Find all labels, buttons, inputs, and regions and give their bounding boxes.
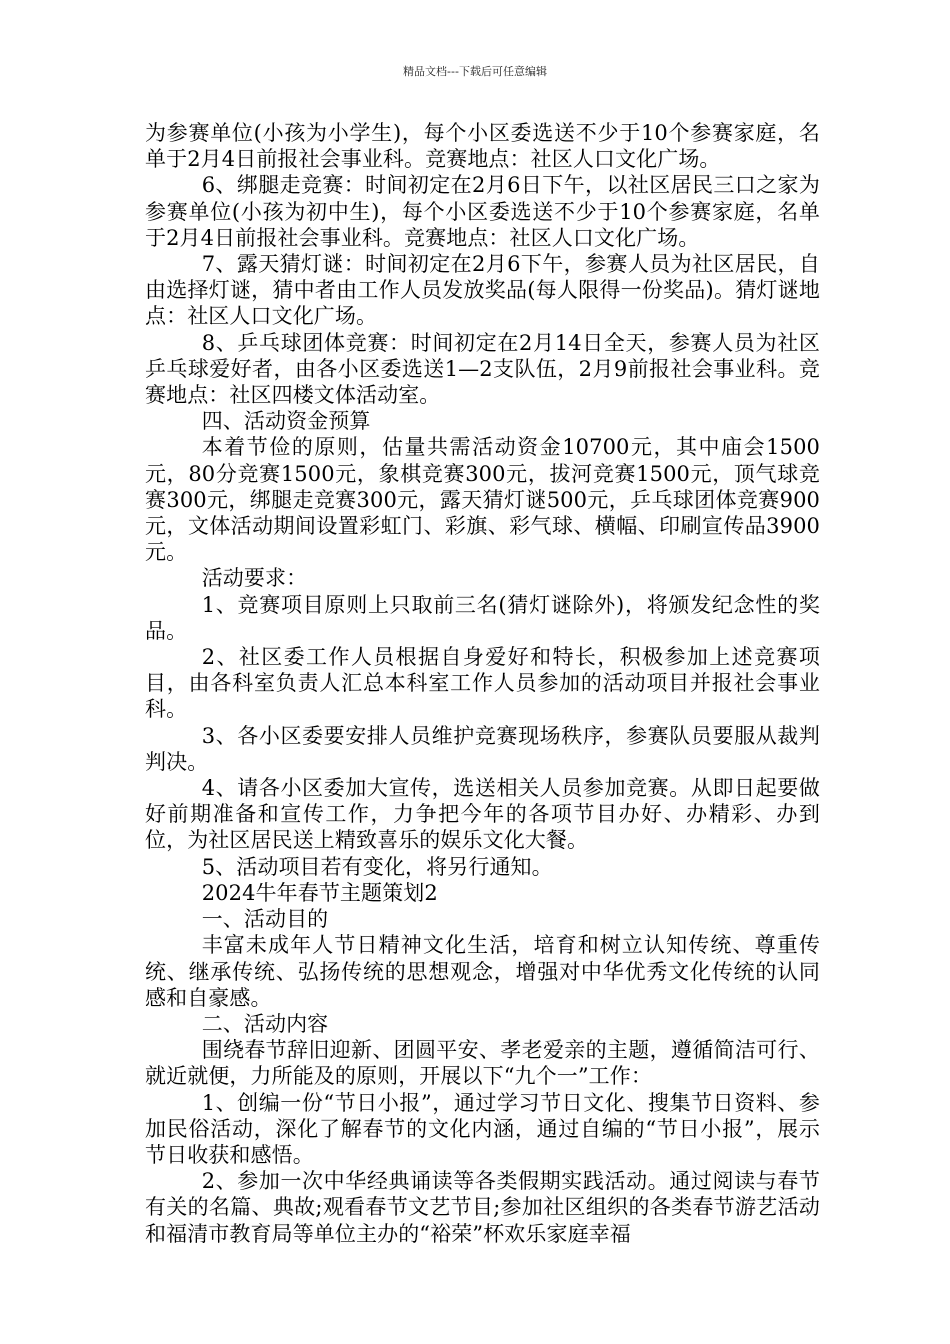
paragraph-item-7: 7、露天猜灯谜：时间初定在2月6下午，参赛人员为社区居民，自由选择灯谜，猜中者由工作人员发放奖品(每人限得一份奖品)。猜灯谜地点：社区人口文化广场。	[145, 252, 820, 329]
paragraph-item-6: 6、绑腿走竞赛：时间初定在2月6日下午，以社区居民三口之家为参赛单位(小孩为初中生)，每个小区委选送不少于10个参赛家庭，名单于2月4日前报社会事业科。竞赛地点：社区人口文化广场。	[145, 173, 820, 250]
paragraph-requirement-1: 1、竞赛项目原则上只取前三名(猜灯谜除外)，将颁发纪念性的奖品。	[145, 592, 820, 643]
paragraph-requirement-2: 2、社区委工作人员根据自身爱好和特长，积极参加上述竞赛项目，由各科室负责人汇总本科室工作人员参加的活动项目并报社会事业科。	[145, 645, 820, 722]
paragraph-requirement-4: 4、请各小区委加大宣传，选送相关人员参加竞赛。从即日起要做好前期准备和宣传工作，力争把今年的各项节目办好、办精彩、办到位，为社区居民送上精致喜乐的娱乐文化大餐。	[145, 776, 820, 853]
section-heading-budget: 四、活动资金预算	[201, 409, 371, 434]
paragraph-content-1: 1、创编一份“节日小报”，通过学习节日文化、搜集节日资料、参加民俗活动，深化了解春节的文化内涵，通过自编的“节日小报”，展示节日收获和感悟。	[145, 1090, 820, 1167]
paragraph-item-8: 8、乒乓球团体竞赛：时间初定在2月14日全天，参赛人员为社区乒乓球爱好者，由各小区委选送1—2支队伍，2月9前报社会事业科。竞赛地点：社区四楼文体活动室。	[145, 330, 820, 408]
paragraph-requirement-3: 3、各小区委要安排人员维护竞赛现场秩序，参赛队员要服从裁判判决。	[145, 723, 820, 774]
section-heading-requirements: 活动要求：	[201, 566, 308, 591]
paragraph-purpose: 丰富未成年人节日精神文化生活，培育和树立认知传统、尊重传统、继承传统、弘扬传统的思想观念，增强对中华优秀文化传统的认同感和自豪感。	[145, 933, 820, 1010]
paragraph-content-intro: 围绕春节辞旧迎新、团圆平安、孝老爱亲的主题，遵循简洁可行、就近就便，力所能及的原则，开展以下“九个一”工作：	[145, 1038, 820, 1089]
section-heading-content: 二、活动内容	[201, 1011, 329, 1036]
section-heading-purpose: 一、活动目的	[201, 907, 329, 932]
paragraph-budget: 本着节俭的原则，估量共需活动资金10700元，其中庙会1500元，80分竞赛1500元，象棋竞赛300元，拔河竞赛1500元，顶气球竞赛300元，绑腿走竞赛300元，露天猜灯谜500元，乒乓球团体竞赛900元，文体活动期间设置彩虹门、彩旗、彩气球、横幅、印刷宣传品3900元。	[145, 435, 820, 565]
document-body	[145, 120, 820, 1247]
document-subtitle: 2024牛年春节主题策划2	[201, 880, 438, 905]
paragraph-content-2: 2、参加一次中华经典诵读等各类假期实践活动。通过阅读与春节有关的名篇、典故;观看春节文艺节目;参加社区组织的各类春节游艺活动和福清市教育局等单位主办的“裕荣”杯欢乐家庭幸福	[145, 1169, 820, 1246]
paragraph-continuation: 为参赛单位(小孩为小学生)，每个小区委选送不少于10个参赛家庭，名单于2月4日前报社会事业科。竞赛地点：社区人口文化广场。	[145, 121, 820, 172]
page-header: 精品文档---下载后可任意编辑	[403, 65, 547, 78]
paragraph-requirement-5: 5、活动项目若有变化，将另行通知。	[201, 854, 553, 879]
